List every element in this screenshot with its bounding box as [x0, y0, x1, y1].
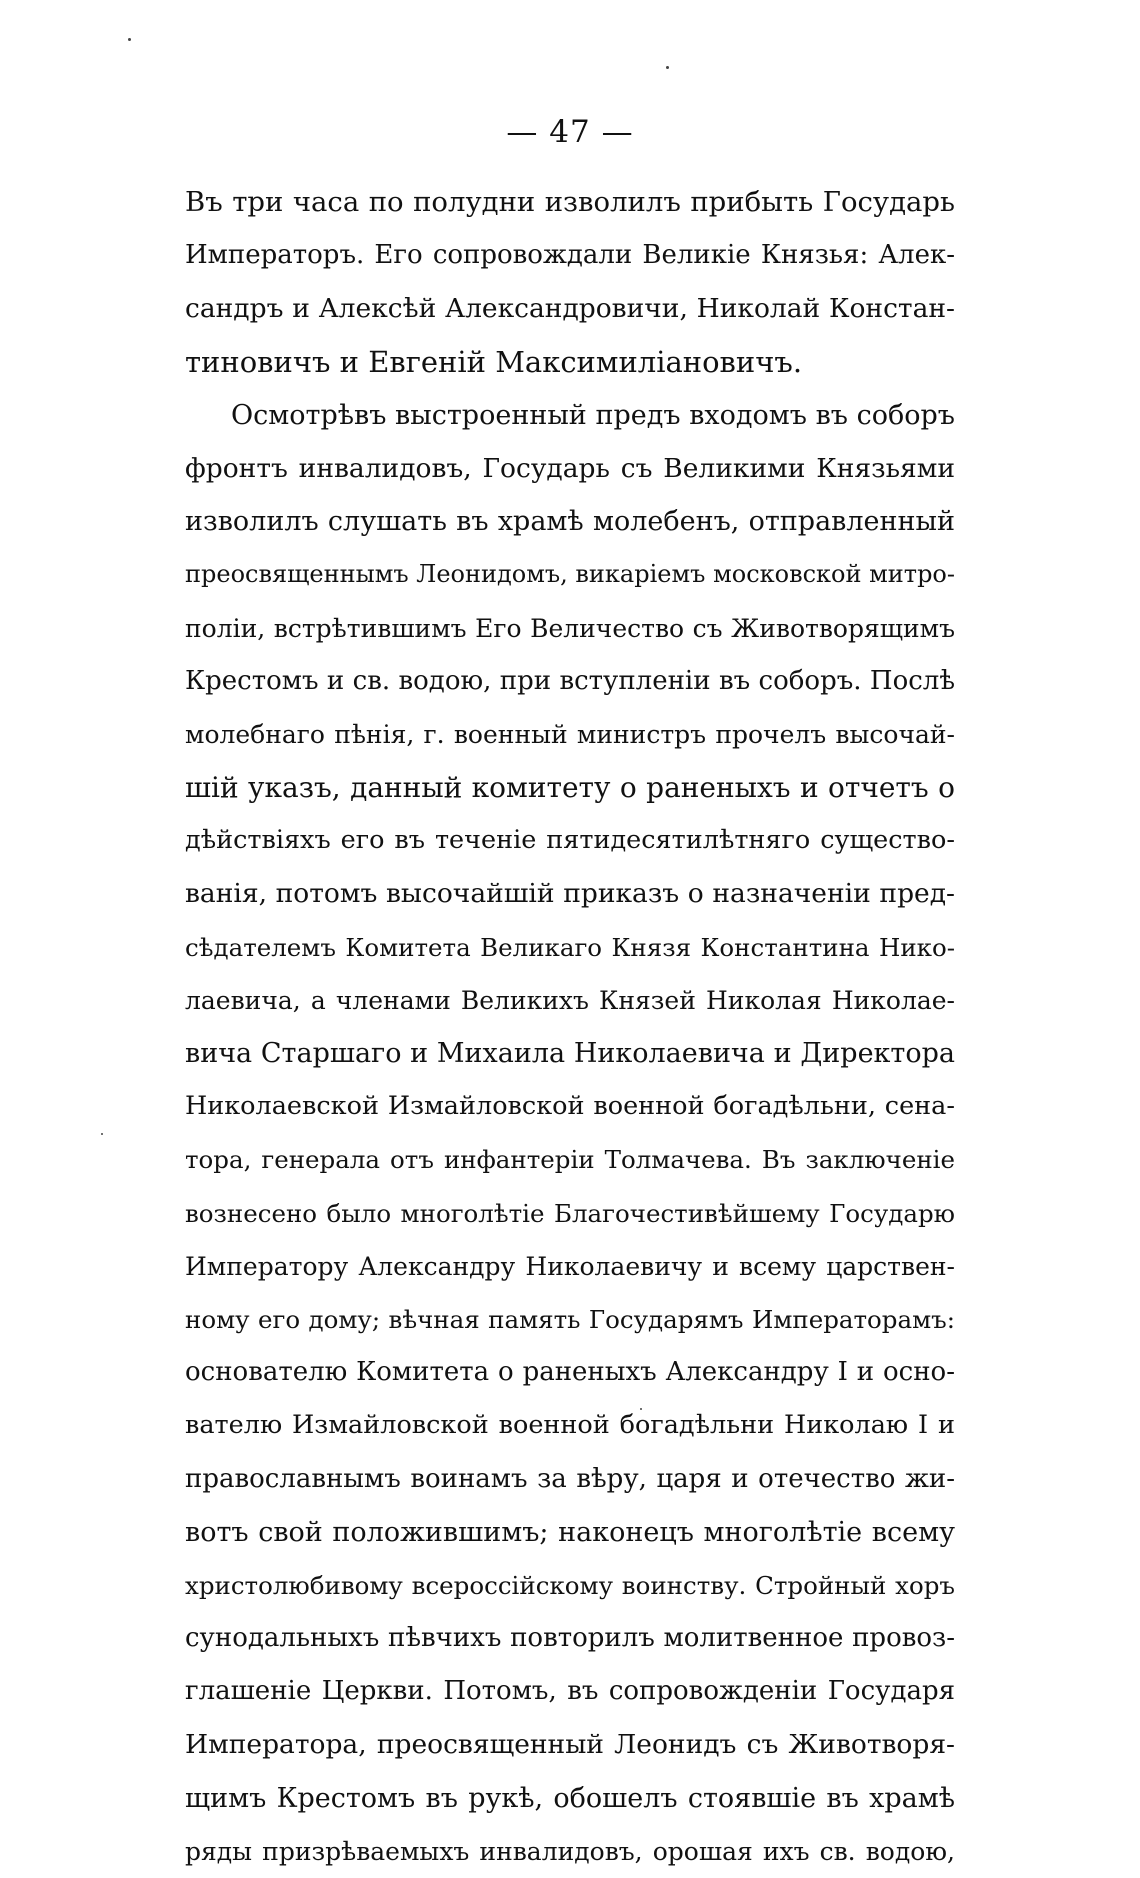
text-line: Императору Александру Николаевичу и всему царствен-	[185, 1251, 955, 1281]
text-line: Императоръ. Его сопровождали Великіе Князья: Алек-	[185, 240, 955, 271]
scan-speck	[666, 66, 669, 69]
text-line: Николаевской Измайловской военной богадѣльни, сена-	[185, 1091, 955, 1122]
scan-speck	[640, 1408, 642, 1410]
text-line: дѣйствіяхъ его въ теченіе пятидесятилѣтняго существо-	[185, 825, 955, 856]
text-line: вознесено было многолѣтіе Благочестивѣйшему Государю	[185, 1198, 955, 1228]
text-line: основателю Комитета о раненыхъ Александру I и осно-	[185, 1357, 955, 1388]
scan-speck	[101, 1133, 103, 1135]
text-line: лаевича, а членами Великихъ Князей Николая Николае-	[185, 985, 955, 1015]
body-text	[185, 176, 955, 1878]
text-line: молебнаго пѣнія, г. военный министръ прочелъ высочай-	[185, 719, 955, 749]
text-line: Императора, преосвященный Леонидъ съ Животворя-	[185, 1729, 955, 1761]
page-number: — 47 —	[506, 114, 634, 150]
text-line: сунодальныхъ пѣвчихъ повторилъ молитвенное провоз-	[185, 1623, 955, 1654]
text-line: сѣдателемъ Комитета Великаго Князя Константина Нико-	[185, 932, 955, 962]
text-line: ванія, потомъ высочайшій приказъ о назначеніи пред-	[185, 878, 955, 910]
scan-speck	[128, 38, 131, 41]
text-line: Въ три часа по полудни изволилъ прибыть Государь	[185, 186, 955, 218]
text-line: тора, генерала отъ инфантеріи Толмачева. Въ заключеніе	[185, 1145, 955, 1175]
text-line: вотъ свой положившимъ; наконецъ многолѣтіе всему	[185, 1516, 955, 1548]
text-line: фронтъ инвалидовъ, Государь съ Великими Князьями	[185, 452, 955, 484]
text-line: вича Старшаго и Михаила Николаевича и Директора	[185, 1038, 955, 1069]
text-line: изволилъ слушать въ храмѣ молебенъ, отправленный	[185, 506, 955, 538]
text-line: вателю Измайловской военной богадѣльни Николаю I и	[185, 1410, 955, 1441]
text-line: тиновичъ и Евгеній Максимиліановичъ.	[185, 344, 803, 379]
text-line: поліи, встрѣтившимъ Его Величество съ Животворящимъ	[185, 613, 955, 643]
text-line: ряды призрѣваемыхъ инвалидовъ, орошая ихъ св. водою,	[185, 1836, 955, 1866]
text-line: сандръ и Алексѣй Александровичи, Николай Констан-	[185, 293, 955, 325]
text-line: щимъ Крестомъ въ рукѣ, обошелъ стоявшіе въ храмѣ	[185, 1782, 955, 1814]
text-line: православнымъ воинамъ за вѣру, царя и отечество жи-	[185, 1463, 955, 1494]
text-line: преосвященнымъ Леонидомъ, викаріемъ московской митро-	[185, 560, 955, 589]
text-line: глашеніе Церкви. Потомъ, въ сопровожденіи Государя	[185, 1676, 955, 1707]
text-line: христолюбивому всероссійскому воинству. Стройный хоръ	[185, 1570, 955, 1600]
text-line: шій указъ, данный комитету о раненыхъ и отчетъ о	[185, 771, 955, 805]
text-line: Крестомъ и св. водою, при вступленіи въ соборъ. Послѣ	[185, 665, 955, 696]
text-line: Осмотрѣвъ выстроенный предъ входомъ въ соборъ	[231, 399, 955, 431]
text-line: ному его дому; вѣчная память Государямъ Императорамъ:	[185, 1304, 955, 1334]
